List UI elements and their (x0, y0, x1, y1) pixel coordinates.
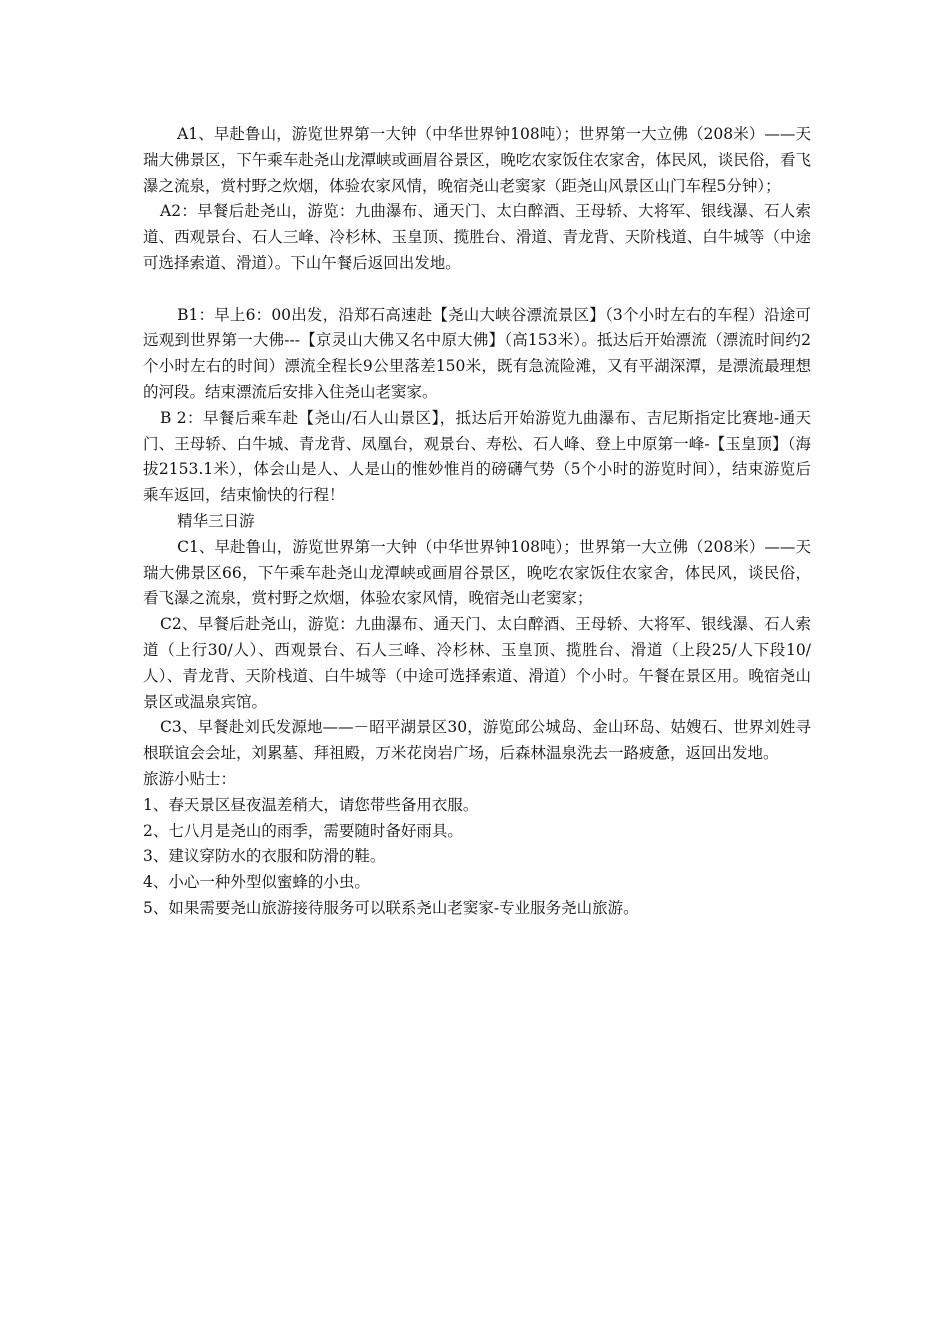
tip-item: 4、小心一种外型似蜜蜂的小虫。 (143, 873, 370, 892)
itinerary-c3: C3、早餐赴刘氏发源地——－昭平湖景区30，游览邱公城岛、金山环岛、姑嫂石、世界刘姓寻根联谊会会址，刘累墓、拜祖殿，万米花岗岩广场，后森林温泉洗去一路疲惫，返回出发地。 (143, 718, 811, 763)
itinerary-c2: C2、早餐后赴尧山，游览：九曲瀑布、通天门、太白醉酒、王母轿、大将军、银线瀑、石人索道（上行30/人）、西观景台、石人三峰、冷杉林、玉皇顶、揽胜台、滑道（上段25/人下段10/人）、青龙背、天阶栈道、白牛城等（中途可选择索道、滑道）个小时。午餐在景区用。晚宿尧山景区或温泉宾馆。 (143, 615, 811, 711)
paragraph-gap (143, 277, 811, 303)
itinerary-c1: C1、早赴鲁山，游览世界第一大钟（中华世界钟108吨）；世界第一大立佛（208米）——天瑞大佛景区66，下午乘车赴尧山龙潭峡或画眉谷景区，晚吃农家饭住农家舍，体民风，谈民俗，看飞瀑之流泉，赏村野之炊烟，体验农家风情，晚宿尧山老窦家； (143, 537, 811, 608)
tip-item: 2、七八月是尧山的雨季，需要随时备好雨具。 (143, 821, 463, 840)
itinerary-a2: A2：早餐后赴尧山，游览：九曲瀑布、通天门、太白醉酒、王母轿、大将军、银线瀑、石人索道、西观景台、石人三峰、冷杉林、玉皇顶、揽胜台、滑道、青龙背、天阶栈道、白牛城等（中途可选择索道、滑道）。下山午餐后返回出发地。 (143, 202, 811, 272)
itinerary-a1: A1、早赴鲁山，游览世界第一大钟（中华世界钟108吨）；世界第一大立佛（208米）——天瑞大佛景区，下午乘车赴尧山龙潭峡或画眉谷景区，晚吃农家饭住农家舍，体民风，谈民俗，看飞瀑之流泉，赏村野之炊烟，体验农家风情，晚宿尧山老窦家（距尧山风景区山门车程5分钟）； (143, 125, 811, 195)
itinerary-b2: B 2：早餐后乘车赴【尧山/石人山景区】，抵达后开始游览九曲瀑布、吉尼斯指定比赛地-通天门、王母轿、白牛城、青龙背、凤凰台，观景台、寿松、石人峰、登上中原第一峰-【玉皇顶】（海拔2153.1米），体会山是人、人是山的惟妙惟肖的磅礴气势（5个小时的游览时间），结束游览后乘车返回，结束愉快的行程！ (143, 408, 811, 505)
tip-item: 1、春天景区昼夜温差稍大，请您带些备用衣服。 (143, 795, 479, 814)
tips-heading: 旅游小贴士： (143, 769, 237, 788)
tip-item: 3、建议穿防水的衣服和防滑的鞋。 (143, 847, 386, 866)
section-heading-three-day: 精华三日游 (177, 511, 255, 530)
document-page (143, 122, 811, 922)
itinerary-b1: B1：早上6：00出发，沿郑石高速赴【尧山大峡谷漂流景区】（3个小时左右的车程）沿途可远观到世界第一大佛---【京灵山大佛又名中原大佛】（高153米）。抵达后开始漂流（漂流时间约2个小时左右的时间）漂流全程长9公里落差150米，既有急流险滩，又有平湖深潭，是漂流最理想的河段。结束漂流后安排入住尧山老窦家。 (143, 305, 811, 401)
tip-item: 5、如果需要尧山旅游接待服务可以联系尧山老窦家-专业服务尧山旅游。 (143, 898, 639, 917)
